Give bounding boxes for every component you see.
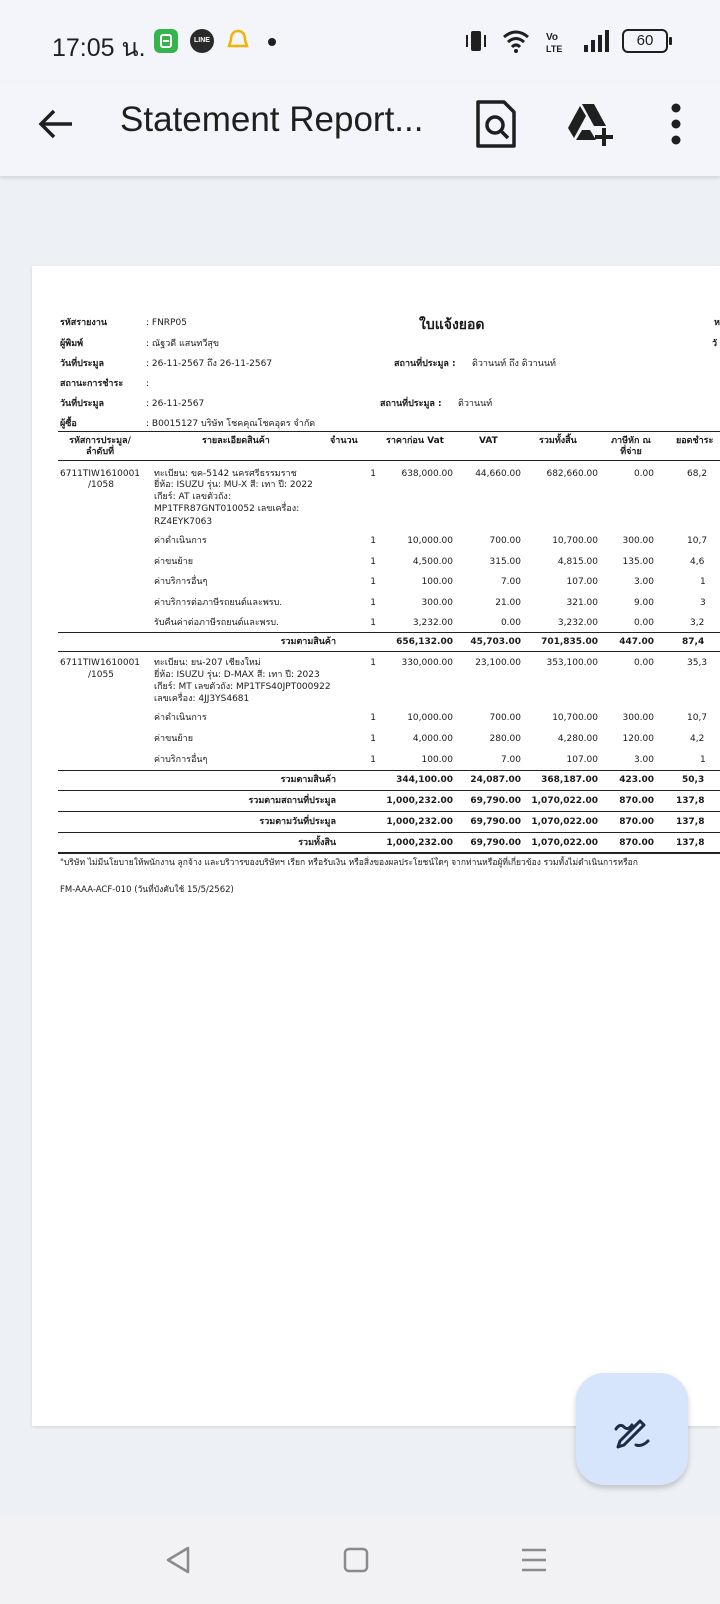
g2-desc-2: ยี่ห้อ: ISUZU รุ่น: D-MAX สี: เทา ปี: 2023: [154, 670, 320, 680]
report-code: : FNRP05: [146, 318, 187, 328]
auction-date2: : 26-11-2567: [146, 399, 205, 409]
wht-cell: 3.00: [633, 577, 654, 587]
col-pre-vat: ราคาก่อน Vat: [386, 436, 444, 446]
row-label: ค่าบริการอื่นๆ: [154, 755, 208, 765]
pre-vat-cell: 3,232.00: [412, 618, 453, 628]
col-code-2: ลำดับที่: [85, 447, 115, 457]
vat-cell: 700.00: [489, 536, 521, 546]
total-cell: 3,232.00: [557, 618, 598, 628]
rule-line: [58, 431, 720, 432]
vat-cell: 24,087.00: [470, 775, 521, 785]
row-label: ค่าบริการอื่นๆ: [154, 577, 208, 587]
subtotal-label: รวมตามสินค้า: [280, 637, 336, 647]
document-page[interactable]: [32, 266, 720, 1426]
wht-cell: 870.00: [619, 838, 654, 848]
total-cell: 353,100.00: [546, 658, 598, 668]
total-cell: 368,187.00: [541, 775, 598, 785]
edit-pen-icon: [610, 1407, 654, 1451]
vibrate-icon: [462, 27, 490, 55]
dot-icon: [268, 38, 276, 46]
navigation-bar: [0, 1516, 720, 1604]
vat-cell: 700.00: [489, 713, 521, 723]
vat-cell: 44,660.00: [475, 469, 521, 479]
qty-cell: 1: [370, 469, 376, 479]
line-icon: LINE: [190, 29, 214, 53]
status-bar: [0, 0, 720, 82]
nav-home-icon[interactable]: [340, 1544, 372, 1576]
rule-line: [58, 632, 720, 633]
auction-place-label: สถานที่ประมูล :: [394, 359, 456, 369]
qty-cell: 1: [370, 755, 376, 765]
paid-cell: 3,2: [690, 618, 705, 628]
vat-cell: 280.00: [489, 734, 521, 744]
paid-cell: 1: [700, 577, 706, 587]
g2-code-1: 6711TIW1610001: [60, 658, 141, 668]
bell-icon: [226, 28, 250, 54]
total-label: รวมตามสถานที่ประมูล: [248, 796, 336, 806]
auction-date-label: วันที่ประมูล: [60, 359, 104, 369]
more-vert-icon[interactable]: [652, 98, 700, 150]
vat-cell: 69,790.00: [470, 838, 521, 848]
vat-cell: 21.00: [495, 598, 521, 608]
g2-desc-1: ทะเบียน: ยน-207 เชียงใหม่: [154, 658, 261, 668]
statement-document: [32, 266, 720, 1426]
total-cell: 321.00: [566, 598, 598, 608]
col-code-1: รหัสการประมูล/: [69, 436, 131, 446]
pre-vat-cell: 656,132.00: [396, 637, 453, 647]
pre-vat-cell: 330,000.00: [401, 658, 453, 668]
total-cell: 4,280.00: [557, 734, 598, 744]
buyer: : B0015127 บริษัท โชคคุณโชคอุดร จำกัด: [146, 419, 316, 429]
wht-cell: 9.00: [633, 598, 654, 608]
qty-cell: 1: [370, 536, 376, 546]
pre-vat-cell: 4,500.00: [412, 557, 453, 567]
rule-line: [58, 790, 720, 791]
vat-cell: 69,790.00: [470, 796, 521, 806]
vat-cell: 69,790.00: [470, 817, 521, 827]
vat-cell: 0.00: [500, 618, 521, 628]
printer-label: ผู้พิมพ์: [60, 339, 84, 349]
total-cell: 701,835.00: [541, 637, 598, 647]
wht-cell: 120.00: [622, 734, 654, 744]
disclaimer-note: "บริษัท ไม่มีนโยบายให้พนักงาน ลูกจ้าง และบริวารของบริษัทฯ เรียก หรือรับเงิน หรือสิ่งของผลประโยชน์ใดๆ จากท่านหรือผู้ที่เกี่ยวข้อง รวมทั้งไม่ดำเนินการหรือก: [60, 858, 638, 868]
col-qty: จำนวน: [330, 436, 358, 446]
auction-date-range: : 26-11-2567 ถึง 26-11-2567: [146, 359, 273, 369]
volte-icon: [542, 27, 570, 55]
pre-vat-cell: 100.00: [421, 577, 453, 587]
qty-cell: 1: [370, 658, 376, 668]
wht-cell: 870.00: [619, 796, 654, 806]
rule-line: [58, 811, 720, 812]
wht-cell: 135.00: [622, 557, 654, 567]
g1-code-2: /1058: [88, 480, 114, 490]
pre-vat-cell: 100.00: [421, 755, 453, 765]
qty-cell: 1: [370, 734, 376, 744]
row-label: รับคืนค่าต่อภาษีรถยนต์และพรบ.: [154, 618, 280, 628]
qty-cell: 1: [370, 577, 376, 587]
paid-cell: 50,3: [682, 775, 705, 785]
auction-place-range: ดิวานนท์ ถึง ดิวานนท์: [472, 359, 556, 369]
g2-code-2: /1055: [88, 670, 114, 680]
total-cell: 1,070,022.00: [531, 817, 598, 827]
total-cell: 10,700.00: [552, 536, 598, 546]
vat-cell: 7.00: [500, 755, 521, 765]
rule-line: [58, 852, 720, 854]
wht-cell: 0.00: [633, 469, 654, 479]
paid-cell: 68,2: [687, 469, 708, 479]
pre-vat-cell: 344,100.00: [396, 775, 453, 785]
pre-vat-cell: 1,000,232.00: [386, 838, 453, 848]
paid-cell: 4,6: [690, 557, 705, 567]
auction-date2-label: วันที่ประมูล: [60, 399, 104, 409]
g1-desc-5: RZ4EYK7063: [154, 517, 213, 527]
vat-cell: 23,100.00: [475, 658, 521, 668]
wht-cell: 300.00: [622, 713, 654, 723]
document-title: ใบแจ้งยอด: [419, 317, 485, 333]
qty-cell: 1: [370, 557, 376, 567]
total-cell: 1,070,022.00: [531, 796, 598, 806]
paid-cell: 35,3: [687, 658, 708, 668]
nav-recents-icon[interactable]: [518, 1544, 550, 1576]
system-icons: [462, 26, 668, 56]
paid-cell: 137,8: [676, 796, 705, 806]
row-label: ค่าบริการต่อภาษีรถยนต์และพรบ.: [154, 598, 283, 608]
total-label: รวมตามวันที่ประมูล: [259, 817, 336, 827]
col-vat: VAT: [479, 436, 498, 446]
pre-vat-cell: 10,000.00: [407, 713, 453, 723]
g1-desc-2: ยี่ห้อ: ISUZU รุ่น: MU-X สี: เทา ปี: 2022: [154, 480, 313, 490]
svg-text:LTE: LTE: [546, 44, 563, 54]
g1-desc-1: ทะเบียน: ขค-5142 นครศรีธรรมราช: [154, 469, 297, 479]
subtotal-label: รวมตามสินค้า: [280, 775, 336, 785]
pre-vat-cell: 300.00: [421, 598, 453, 608]
qty-cell: 1: [370, 713, 376, 723]
total-cell: 10,700.00: [552, 713, 598, 723]
auction-place2: ติวานนท์: [458, 399, 493, 409]
g1-code-1: 6711TIW1610001: [60, 469, 141, 479]
g2-desc-3: เกียร์: MT เลขตัวถัง: MP1TFS40JPT000922: [154, 682, 331, 692]
col-total: รวมทั้งสิ้น: [539, 436, 577, 446]
row-label: ค่าดำเนินการ: [154, 713, 207, 723]
total-label: รวมทั้งสิน: [298, 838, 336, 848]
rule-line: [58, 832, 720, 833]
wht-cell: 0.00: [633, 658, 654, 668]
drive-add-icon[interactable]: [566, 98, 614, 150]
rule-line: [58, 770, 720, 771]
wht-cell: 300.00: [622, 536, 654, 546]
battery-icon: 60: [622, 29, 668, 53]
col-detail: รายละเอียดสินค้า: [202, 436, 270, 446]
report-code-label: รหัสรายงาน: [60, 318, 108, 328]
row-label: ค่าขนย้าย: [154, 734, 193, 744]
pre-vat-cell: 10,000.00: [407, 536, 453, 546]
cut-header-2: วั: [712, 339, 718, 349]
document-search-icon[interactable]: [472, 98, 520, 150]
pre-vat-cell: 4,000.00: [412, 734, 453, 744]
paid-cell: 87,4: [682, 637, 705, 647]
row-label: ค่าดำเนินการ: [154, 536, 207, 546]
g1-desc-3: เกียร์: AT เลขตัวถัง:: [154, 492, 231, 502]
rule-line: [58, 460, 720, 461]
total-cell: 107.00: [566, 577, 598, 587]
back-arrow-icon[interactable]: [34, 102, 78, 146]
paid-cell: 10,7: [687, 713, 708, 723]
wht-cell: 447.00: [619, 637, 654, 647]
g2-desc-4: เลขเครื่อง: 4JJ3YS4681: [154, 694, 250, 704]
total-cell: 1,070,022.00: [531, 838, 598, 848]
paid-cell: 4,2: [690, 734, 705, 744]
wifi-icon: [502, 27, 530, 55]
vat-cell: 315.00: [489, 557, 521, 567]
status-time: 17:05 น.: [52, 34, 146, 62]
app-bar: [0, 82, 720, 176]
g1-desc-4: MP1TFR87GNT010052 เลขเครื่อง:: [154, 504, 300, 514]
nav-back-icon[interactable]: [162, 1544, 194, 1576]
edit-fab-button[interactable]: [576, 1373, 688, 1485]
row-label: ค่าขนย้าย: [154, 557, 193, 567]
col-paid: ยอดชำระ: [676, 436, 714, 446]
qty-cell: 1: [370, 598, 376, 608]
paid-cell: 10,7: [687, 536, 708, 546]
paid-cell: 3: [700, 598, 706, 608]
total-cell: 682,660.00: [546, 469, 598, 479]
wht-cell: 870.00: [619, 817, 654, 827]
total-cell: 4,815.00: [557, 557, 598, 567]
col-wht-1: ภาษีหัก ณ: [611, 436, 651, 446]
vat-cell: 7.00: [500, 577, 521, 587]
signal-icon: [582, 27, 610, 55]
pre-vat-cell: 638,000.00: [401, 469, 453, 479]
payment-status-label: สถานะการชำระ: [60, 379, 124, 389]
buyer-label: ผู้ซื้อ: [60, 419, 77, 429]
paid-cell: 137,8: [676, 838, 705, 848]
pre-vat-cell: 1,000,232.00: [386, 796, 453, 806]
pre-vat-cell: 1,000,232.00: [386, 817, 453, 827]
payment-status: :: [146, 379, 150, 389]
vat-cell: 45,703.00: [470, 637, 521, 647]
paid-cell: 137,8: [676, 817, 705, 827]
rule-line: [58, 651, 720, 652]
col-wht-2: ที่จ่าย: [620, 447, 642, 457]
wht-cell: 3.00: [633, 755, 654, 765]
auction-place2-label: สถานที่ประมูล :: [380, 399, 442, 409]
app-icon: [154, 29, 178, 53]
paid-cell: 1: [700, 755, 706, 765]
qty-cell: 1: [370, 618, 376, 628]
svg-text:Vo: Vo: [546, 32, 559, 43]
total-cell: 107.00: [566, 755, 598, 765]
printer-name: : ณัฐวดี แสนทวีสุข: [146, 339, 220, 349]
form-code: FM-AAA-ACF-010 (วันที่บังคับใช้ 15/5/2562): [60, 885, 234, 895]
cut-header-1: ห: [714, 318, 720, 328]
wht-cell: 0.00: [633, 618, 654, 628]
page-title: Statement Report...: [120, 100, 424, 139]
wht-cell: 423.00: [619, 775, 654, 785]
